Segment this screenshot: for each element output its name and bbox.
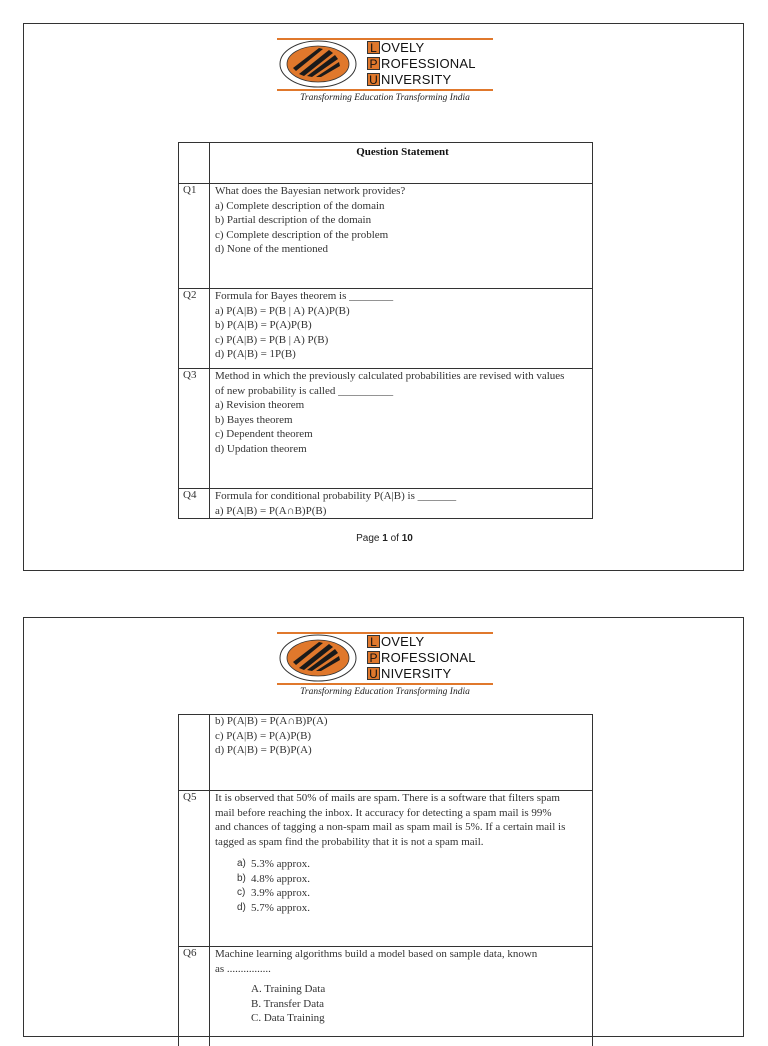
question-statement (215, 369, 591, 456)
logo-rule-bottom (277, 683, 493, 685)
option-text: 5.7% approx. (251, 901, 310, 914)
logo-row-lovely (367, 634, 424, 648)
question-number: Q3 (183, 369, 197, 381)
logo-word-rofessional: ROFESSIONAL (381, 649, 476, 665)
question-number: Q4 (183, 489, 197, 501)
option-a: a) Complete description of the domain (215, 199, 385, 212)
university-logo (277, 632, 497, 702)
option-a: a) P(A|B) = P(B | A) P(A)P(B) (215, 304, 350, 317)
option-b: b) P(A|B) = P(A)P(B) (215, 319, 312, 331)
question-text-line: tagged as spam find the probability that it is not a spam mail. (215, 835, 484, 848)
table-header-row (178, 142, 593, 183)
question-text: Formula for conditional probability P(A|B) is _______ (215, 490, 457, 502)
question-row-q2 (178, 288, 593, 368)
question-statement (215, 489, 591, 518)
university-seal-icon (277, 38, 363, 90)
option-a: a) P(A|B) = P(A∩B)P(B) (215, 504, 327, 517)
page-footer (24, 533, 745, 544)
option-b: b) Partial description of the domain (215, 214, 372, 226)
question-row-q3 (178, 368, 593, 488)
question-text-line: of new probability is called __________ (215, 384, 394, 397)
page-label: Page (356, 533, 380, 544)
option-a: A. Training Data (251, 983, 326, 995)
option-list (251, 982, 591, 1026)
question-statement (215, 947, 591, 1026)
question-row-q6 (178, 946, 593, 1046)
question-statement (215, 184, 591, 257)
question-text: Formula for Bayes theorem is ________ (215, 290, 394, 302)
university-seal-icon (277, 632, 363, 684)
option-letter: b) (237, 872, 246, 884)
question-number: Q1 (183, 184, 197, 196)
option-d: d) P(A|B) = P(B)P(A) (215, 744, 312, 756)
option-c: c) Complete description of the problem (215, 228, 389, 241)
option-text: 4.8% approx. (251, 872, 310, 885)
logo-letter-l: L (367, 635, 380, 648)
page-of: of (390, 533, 399, 544)
option-text: 5.3% approx. (251, 858, 310, 870)
option-c: c) P(A|B) = P(A)P(B) (215, 729, 312, 742)
question-row-q5 (178, 790, 593, 946)
option-c: C. Data Training (251, 1012, 325, 1024)
logo-word-niversity: NIVERSITY (381, 71, 452, 87)
question-statement (215, 289, 591, 362)
question-number: Q2 (183, 289, 197, 301)
question-row-q1 (178, 183, 593, 288)
logo-rule-bottom (277, 89, 493, 91)
question-text-line: Method in which the previously calculated probabilities are revised with values (215, 370, 565, 382)
logo-word-niversity: NIVERSITY (381, 665, 452, 681)
page-total: 10 (401, 533, 413, 544)
question-text-line: mail before reaching the inbox. It accuracy for detecting a spam mail is 99% (215, 806, 552, 819)
document-page-1 (23, 23, 744, 571)
question-row-q4 (178, 488, 593, 518)
logo-row-university (367, 666, 451, 680)
option-d: d) None of the mentioned (215, 243, 329, 255)
option-d (237, 901, 591, 916)
logo-row-professional (367, 56, 476, 70)
option-b (237, 872, 591, 887)
logo-row-lovely (367, 40, 424, 54)
logo-row-professional (367, 650, 476, 664)
question-text-line: as ................ (215, 962, 271, 975)
logo-letter-l: L (367, 41, 380, 54)
question-statement (215, 791, 591, 915)
question-text-line: and chances of tagging a non-spam mail as spam mail is 5%. If a certain mail is (215, 821, 566, 833)
logo-letter-p: P (367, 651, 380, 664)
option-d: d) Updation theorem (215, 442, 307, 455)
logo-letter-u: U (367, 73, 380, 86)
question-row-q4-continued (178, 714, 593, 790)
option-b: B. Transfer Data (251, 997, 325, 1010)
logo-tagline: Transforming Education Transforming India (300, 687, 470, 697)
logo-row-university (367, 72, 451, 86)
logo-tagline: Transforming Education Transforming India (300, 93, 470, 103)
option-d: d) P(A|B) = 1P(B) (215, 348, 296, 360)
question-text: What does the Bayesian network provides? (215, 185, 406, 197)
option-letter: a) (237, 858, 246, 869)
option-b: b) Bayes theorem (215, 413, 293, 426)
logo-word-ovely: OVELY (381, 633, 425, 649)
option-c: c) P(A|B) = P(B | A) P(B) (215, 333, 329, 346)
option-b: b) P(A|B) = P(A∩B)P(A) (215, 715, 328, 727)
option-list (237, 857, 591, 915)
logo-word-ovely: OVELY (381, 39, 425, 55)
question-statement (215, 714, 591, 758)
option-letter: d) (237, 901, 246, 913)
table-header-title: Question Statement (356, 146, 449, 158)
logo-letter-u: U (367, 667, 380, 680)
logo-word-rofessional: ROFESSIONAL (381, 55, 476, 71)
question-text-line: It is observed that 50% of mails are spam. There is a software that filters spam (215, 792, 560, 804)
logo-letter-p: P (367, 57, 380, 70)
option-c (237, 886, 591, 901)
option-a: a) Revision theorem (215, 399, 305, 411)
page-current: 1 (382, 533, 388, 544)
question-number: Q6 (183, 947, 197, 959)
option-text: 3.9% approx. (251, 887, 310, 899)
option-c: c) Dependent theorem (215, 428, 313, 440)
question-number: Q5 (183, 791, 197, 803)
option-letter: c) (237, 887, 246, 898)
document-page-2 (23, 617, 744, 1037)
option-a (237, 857, 591, 872)
university-logo (277, 38, 497, 108)
question-text-line: Machine learning algorithms build a model based on sample data, known (215, 948, 538, 960)
